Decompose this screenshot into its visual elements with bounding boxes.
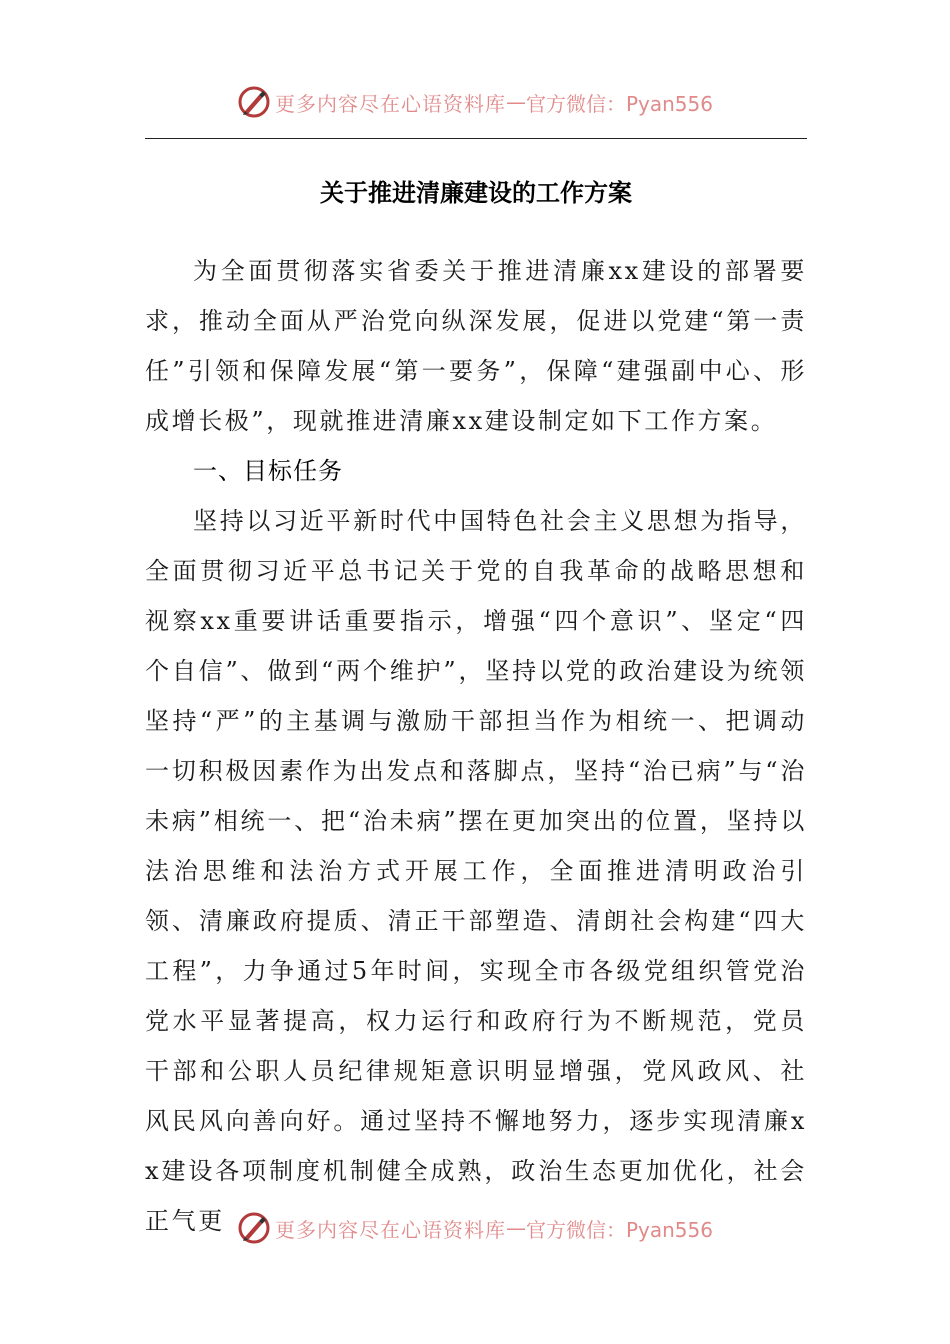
watermark-dash: — (505, 90, 526, 114)
goals-paragraph: 坚持以习近平新时代中国特色社会主义思想为指导，全面贯彻习近平总书记关于党的自我革命的战略思想和视察xx重要讲话重要指示，增强“四个意识”、坚定“四个自信”、做到“两个维护”，坚持以党的政治建设为统领坚持“严”的主基调与激励干部担当作为相统一、把调动一切积极因素作为出发点和落脚点，坚持“治已病”与“治未病”相统一、把“治未病”摆在更加突出的位置，坚持以法治思维和法治方式开展工作，全面推进清明政治引领、清廉政府提质、清正干部塑造、清朗社会构建“四大工程”，力争通过5年时间，实现全市各级党组织管党治党水平显著提高，权力运行和政府行为不断规范，党员干部和公职人员纪律规矩意识明显增强，党风政风、社风民风向善向好。通过坚持不懈地努力，逐步实现清廉xx建设各项制度机制健全成熟，政治生态更加优化，社会正气更 (145, 507, 807, 1235)
watermark-main-text: 更多内容尽在心语资料库 (274, 91, 506, 116)
watermark-main-text: 更多内容尽在心语资料库 (274, 1217, 506, 1242)
header-divider (145, 138, 807, 139)
watermark-dash: — (505, 1216, 526, 1240)
header-watermark (0, 82, 950, 122)
document-body (145, 246, 807, 1246)
watermark-sub-text: 官方微信：Pyan556 (525, 1217, 713, 1242)
watermark-sub-text: 官方微信：Pyan556 (525, 91, 713, 116)
section-heading: 一、目标任务 (193, 457, 343, 485)
intro-paragraph: 为全面贯彻落实省委关于推进清廉xx建设的部署要求，推动全面从严治党向纵深发展，促进以党建“第一责任”引领和保障发展“第一要务”，保障“建强副中心、形成增长极”，现就推进清廉xx建设制定如下工作方案。 (145, 257, 807, 435)
footer-watermark (0, 1208, 950, 1248)
pen-circle-icon (237, 1211, 271, 1245)
document-title: 关于推进清廉建设的工作方案 (320, 179, 632, 207)
pen-circle-icon (237, 85, 271, 119)
